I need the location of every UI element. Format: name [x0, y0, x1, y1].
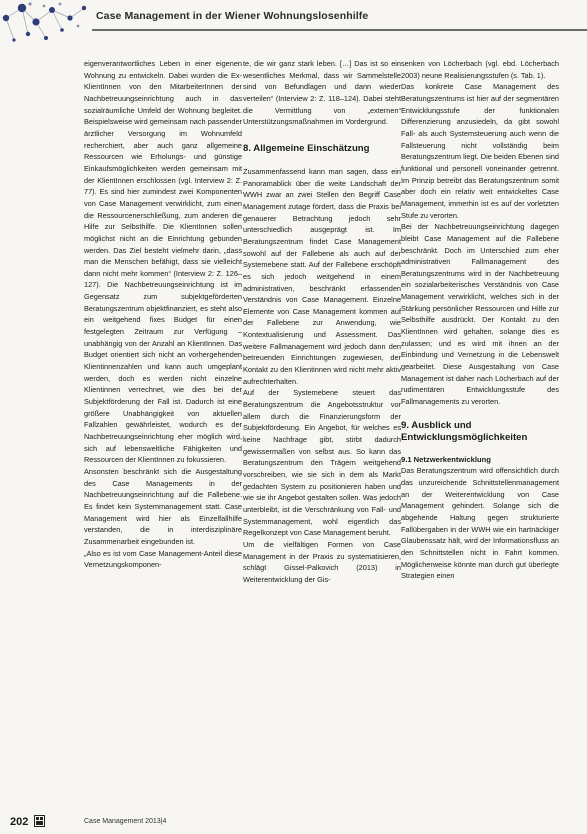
page-footer — [0, 812, 587, 834]
running-header-title: Case Management in der Wiener Wohnungslosenhilfe — [96, 10, 369, 22]
paragraph: „Also es ist vom Case Management-Anteil diese Vernetzungskomponen- — [84, 548, 242, 570]
paragraph: Zusammenfassend kann man sagen, dass ein Panoramablick über die weite Landschaft der WWH zwar an zwei Stellen den Begriff Case Management zutage fördert, dass die Praxis bei genauerer Betrachtung jedoch sehr unterschiedlich ausgeprägt ist. Im Beratungszentrum findet Case Management sowohl auf der Fallebene als auch auf der Systemebene statt. Auf der Fallebene erschöpft es sich jedoch weitgehend in einem administrativen, beschränkt erfassenden Verständnis von Case Management. Einzelne Elemente von Case Management kommen auf der Fallebene zur Anwendung, wie Kontextualisierung und Assessment. Das weitere Fallmanagement wird jedoch dann den betreuenden Einrichtungen zugewiesen, der Kontakt zu den Klientinnen wird nicht mehr aktiv aufrechterhalten. — [243, 166, 401, 386]
section-heading: 8. Allgemeine Einschätzung — [243, 142, 370, 154]
paragraph: Bei der Nachbetreuungseinrichtung dagegen bleibt Case Management auf die Fallebene beschränkt. Doch im Unterschied zum eher administrativen Fallmanagement des Beratungszentrums wird in der Nachbetreuung ein sozialarbeiterisches Verständnis von Case Management verwirklicht, welches sich in der Stärkung persönlicher Ressourcen und Hilfe zur Selbsthilfe ausdrückt. Der Kontakt zu den KlientInnen wird gehalten, solange dies es zulassen; und es wird mit ihnen an der Einbindung und Vernetzung in die Lebenswelt gearbeitet. Diese Ausgestaltung von Case Management ist daher nach Löcherbach auf der rudimentären Entwicklungsstufe des Fallmanagements zu verorten. — [401, 222, 559, 407]
text-column-3 — [401, 58, 559, 582]
paragraph: Ansonsten beschränkt sich die Ausgestaltung des Case Managements in der Nachbetreuungseinrichtung auf die Fallebene. Es findet kein Systemmanagement statt. Case Management wird hier als Einzelfallhilfe verstanden, die in interdisziplinäre Zusammenarbeit eingebunden ist. — [84, 466, 242, 546]
subsection-heading: 9.1 Netzwerkentwicklung — [401, 454, 491, 464]
paragraph: senken von Löcherbach (vgl. ebd. Löcherbach 2003) neune Realisierungsstufen (s. Tab. 1). — [401, 59, 559, 80]
text-column-2 — [243, 58, 401, 586]
paragraph: Das Beratungszentrum wird offensichtlich durch das unzureichende Schnittstellenmanagement an der Weiterentwicklung von Case Management gehindert. Solange sich die abgehende Haltung gegen strukturierte Fallübergaben in der WWH wie ein hartnäckiger Glaubenssatz hält, wird der Informationsfluss an den Schnittstellen nicht in Fahrt kommen. Möglicherweise könnte man durch gut überlegte Strategien einen — [401, 466, 559, 581]
network-dots-logo — [0, 0, 92, 50]
paragraph: te, die wir ganz stark leben. […] Das ist so ein wesentliches Merkmal, dass wir Sammelstelle sind von Befundlagen und dann wieder verteilen“ (Interview 2: Z. 118–124). Dabei steht die Vermittlung von „externen“ Unterstützungsmaßnahmen im Vordergrund. — [243, 59, 401, 127]
section-heading: 9. Ausblick und Entwicklungsmöglichkeiten — [401, 419, 528, 443]
paragraph: Das konkrete Case Management des Beratungszentrums ist hier auf der segmentären Entwicklungsstufe der funktionalen Differenzierung anzusiedeln, da gibt sowohl Fall- als auch Systemsteuerung auch wenn die Fallsteuerung nicht vollständig beim Beratungszentrum liegt. Die beiden Ebenen sind funktional und personell voneinander getrennt. Im Prinzip betreibt das Beratungszentrum somit aber doch ein relativ weit entwickeltes Case Management, immerhin ist es auf der vorletzten Stufe zu verorten. — [401, 82, 559, 220]
journal-mark-icon — [34, 815, 45, 827]
page-number: 202 — [10, 816, 29, 828]
paragraph: Um die vielfältigen Formen von Case Management in der Praxis zu systematisieren, schlägt Gissel-Palkovich (2013) in Weiterentwicklung der Gis- — [243, 539, 401, 584]
paragraph: Auf der Systemebene steuert das Beratungszentrum die Angebotsstruktur vor allem durch die Finanzierungsform der Subjektförderung. Ein Angebot, für welches es keine Nachfrage gibt, stirbt dadurch gewissermaßen von selbst aus. So kann das Beratungszentrum den Trägern weitgehend vorschreiben, wie sie sich in dem als Markt gedachten System zu positionieren haben und wie sie ihr Angebot gestalten sollen. Was jedoch unterbleibt, ist die Verschränkung von Fall- und Systemmanagement, wohl eigentlich das Regelkonzept von Case Management beruht. — [243, 388, 401, 538]
header-rule — [92, 29, 587, 31]
paragraph: eigenverantwortliches Leben in einer eigenen Wohnung zu entwickeln. Dabei wurden die Ex-KlientInnen von den MitarbeiterInnen der Nachbetreuungseinrichtung auch in das sozialräumliche Umfeld der Wohnung begleitet. Beispielsweise wird gemeinsam nach passender ärztlicher Versorgung im Wohnumfeld recherchiert, aber auch ganz allgemeine Ressourcen wie Erholungs- und günstige Einkaufsmöglichkeiten werden gemeinsam mit der KlientInnen erschlossen (vgl. Interview 2: Z. 77). Es sind hier zumindest zwei Komponenten von Case Management verwirklicht, zum einen die Ressourcenerschließung, zum anderen die Hilfe zur Selbsthilfe. Die KlientInnen sollen möglichst nicht an die Einrichtung gebunden werden. Das Ziel besteht vielmehr darin, „dass man die Menschen befähigt, dass sie vielleicht dann nicht mehr kommen“ (Interview 2: Z. 126–127). Die Nachbetreuungseinrichtung ist im Gegensatz zum subjektgeförderten Beratungszentrum objektfinanziert, es steht also ein weitgehend fixes Budget für einen festgelegten Zeitraum zur Verfügung – unabhängig von der Anzahl an KlientInnen. Das Budget orientiert sich nicht an vorhergehenden Klientinnenzahlen und kann auch umgeplant werden, doch es werden nicht einzelne Klientinnen verrechnet, wie dies bei der Subjektförderung der Fall ist. Dadurch ist eine größere Unabhängigkeit von aktuellen Fallzahlen gewährleistet, wodurch es der Nachbetreuungseinrichtung eher möglich wird, sich auf lebensweltliche Fähigkeiten und Ressourcen der KlientInnen zu fokussieren. — [84, 59, 242, 465]
text-column-1 — [84, 58, 242, 571]
journal-name: Case Management 2013|4 — [84, 818, 167, 825]
page-header — [0, 0, 587, 50]
